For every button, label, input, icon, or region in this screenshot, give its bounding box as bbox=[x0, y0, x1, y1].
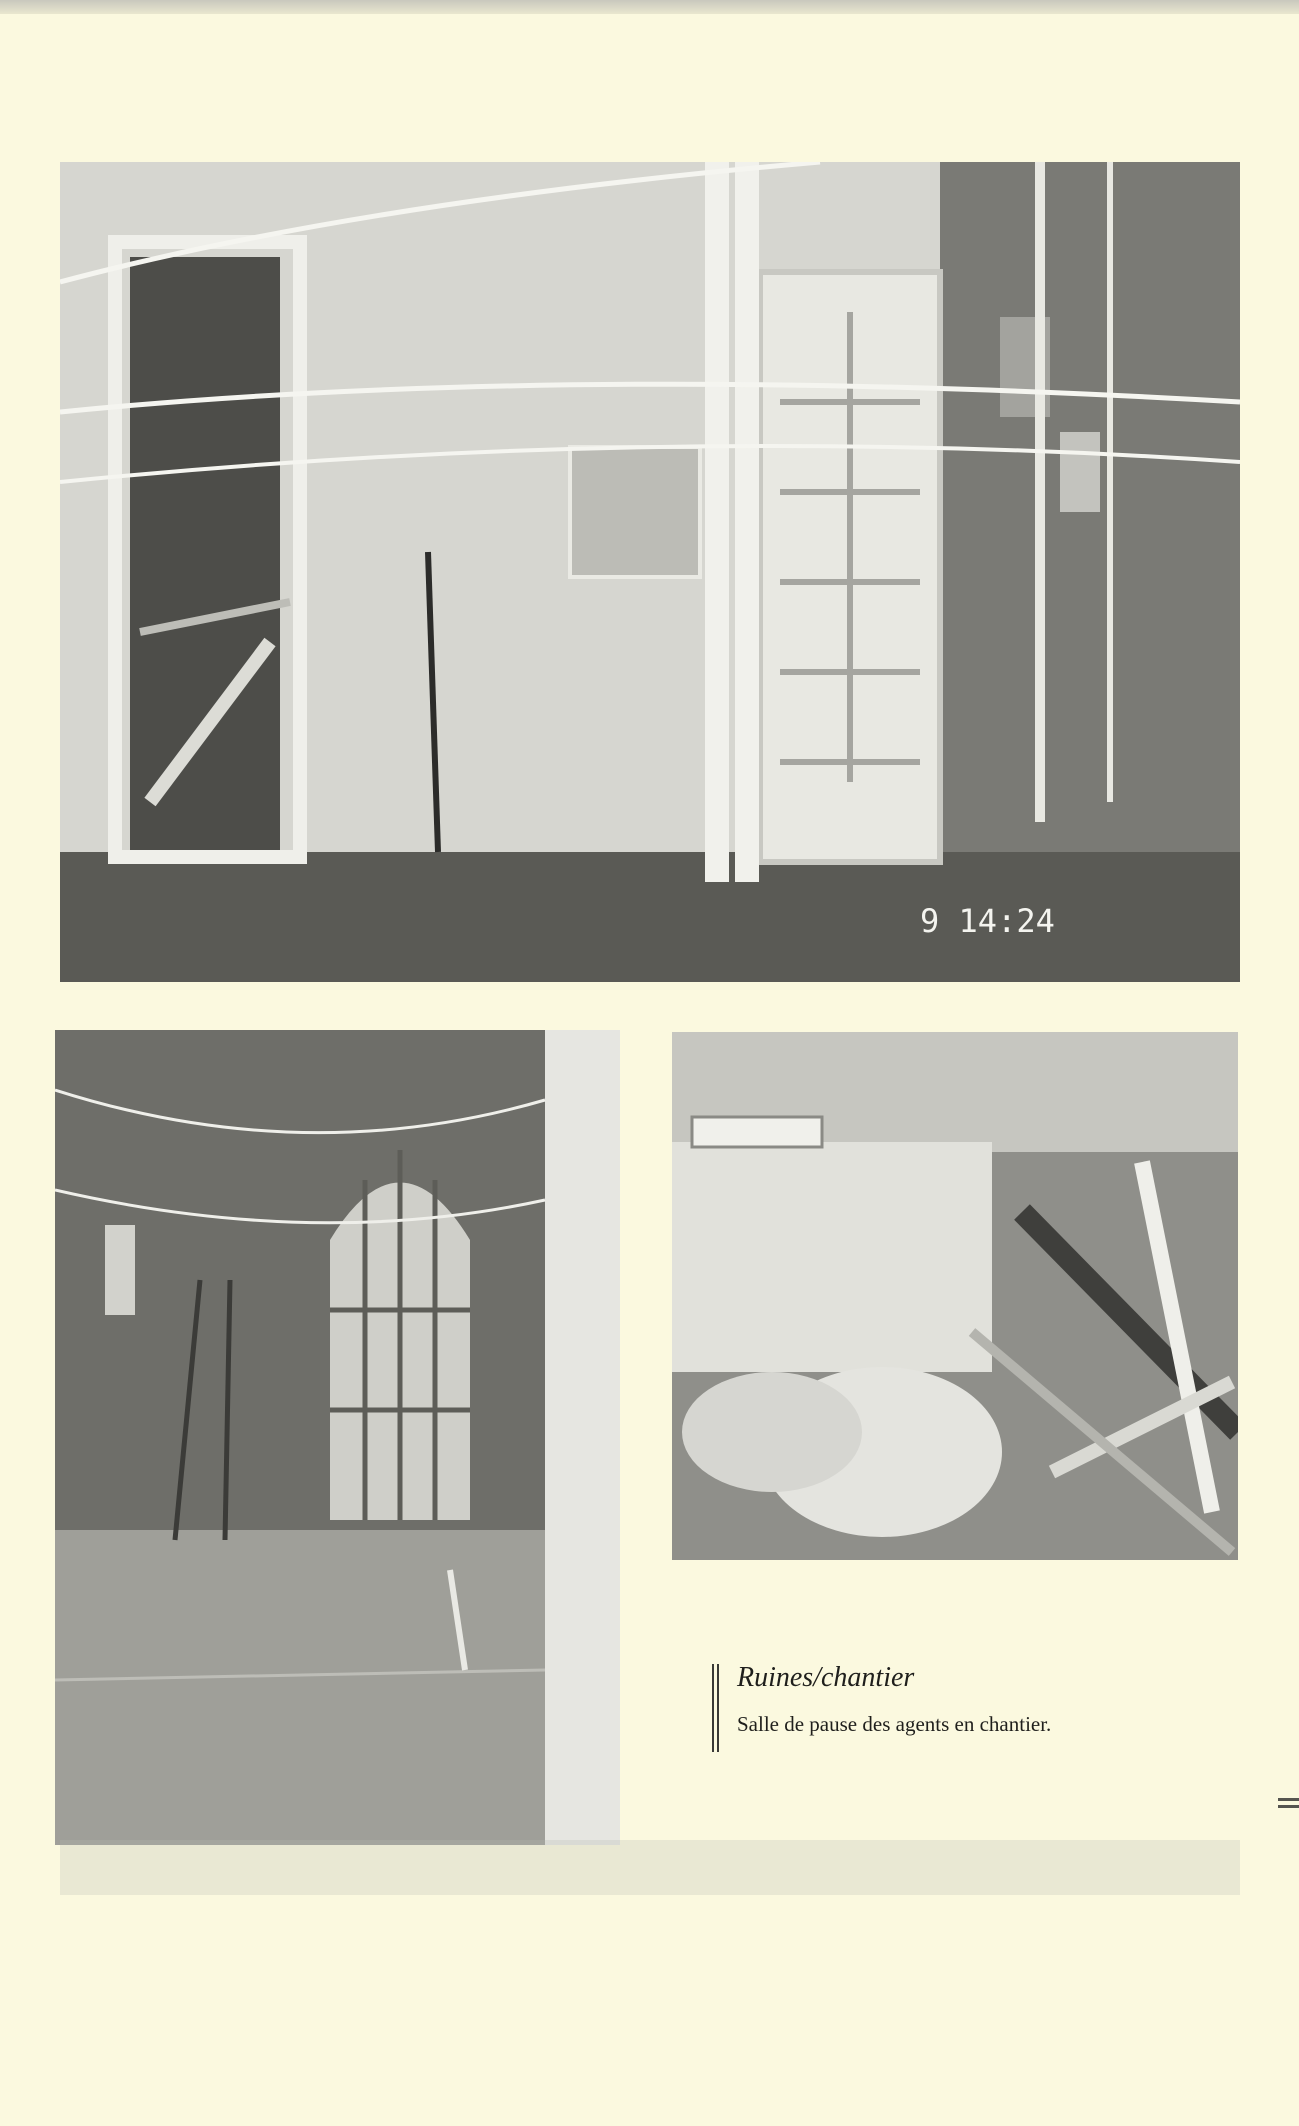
photo-debris-sink bbox=[672, 1032, 1238, 1560]
photo-arched-window-room bbox=[55, 1030, 620, 1845]
arched-window-room-image bbox=[55, 1030, 620, 1845]
photo-caption bbox=[712, 1662, 1182, 1754]
photo-shadow-band bbox=[60, 1840, 1240, 1895]
caption-rule bbox=[712, 1664, 719, 1752]
photo-renovation-room bbox=[60, 162, 1240, 982]
page-top-edge bbox=[0, 0, 1299, 14]
caption-text: Salle de pause des agents en chantier. bbox=[737, 1712, 1052, 1736]
renovation-room-image bbox=[60, 162, 1240, 982]
debris-sink-image bbox=[672, 1032, 1238, 1560]
photo-timestamp: 9 14:24 bbox=[920, 902, 1055, 940]
caption-title: Ruines/chantier bbox=[737, 1662, 915, 1693]
page-edge-mark bbox=[1278, 1798, 1299, 1808]
